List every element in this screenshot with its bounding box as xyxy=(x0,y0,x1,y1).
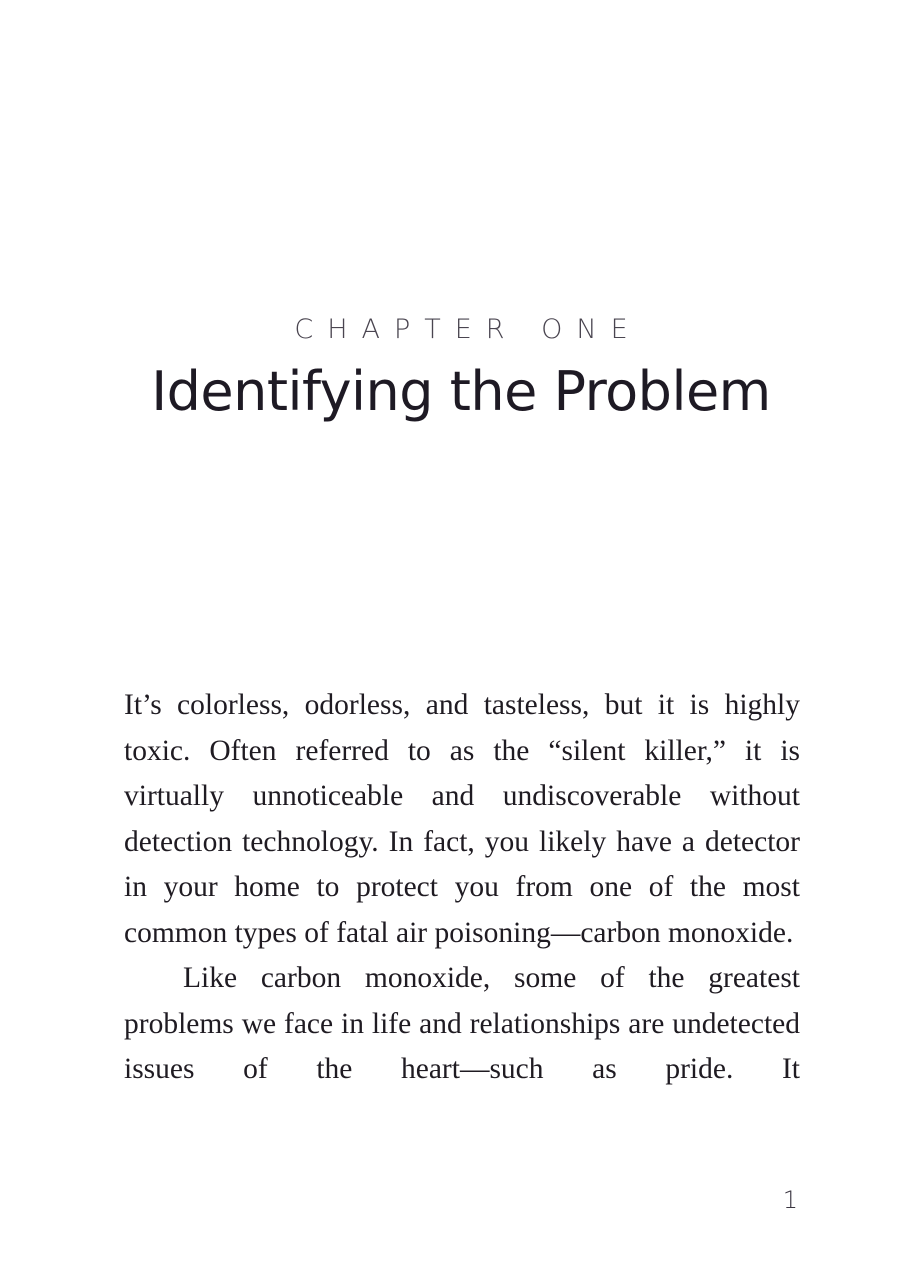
body-text xyxy=(124,683,800,1093)
page-number: 1 xyxy=(782,1186,798,1214)
chapter-label: CHAPTER ONE xyxy=(294,314,642,345)
paragraph-2: Like carbon monoxide, some of the greatest problems we face in life and relationships are undetected issues of the heart—such as pride. It xyxy=(124,962,800,1085)
paragraph-1: It’s colorless, odorless, and tasteless, but it is highly toxic. Often referred to as the “silent killer,” it is virtually unnoticeable and undiscoverable without detection technology. In fact, you likely have a detector in your home to protect you from one of the most common types of fatal air poisoning—carbon monoxide. xyxy=(124,689,800,949)
chapter-title: Identifying the Problem xyxy=(151,360,771,423)
